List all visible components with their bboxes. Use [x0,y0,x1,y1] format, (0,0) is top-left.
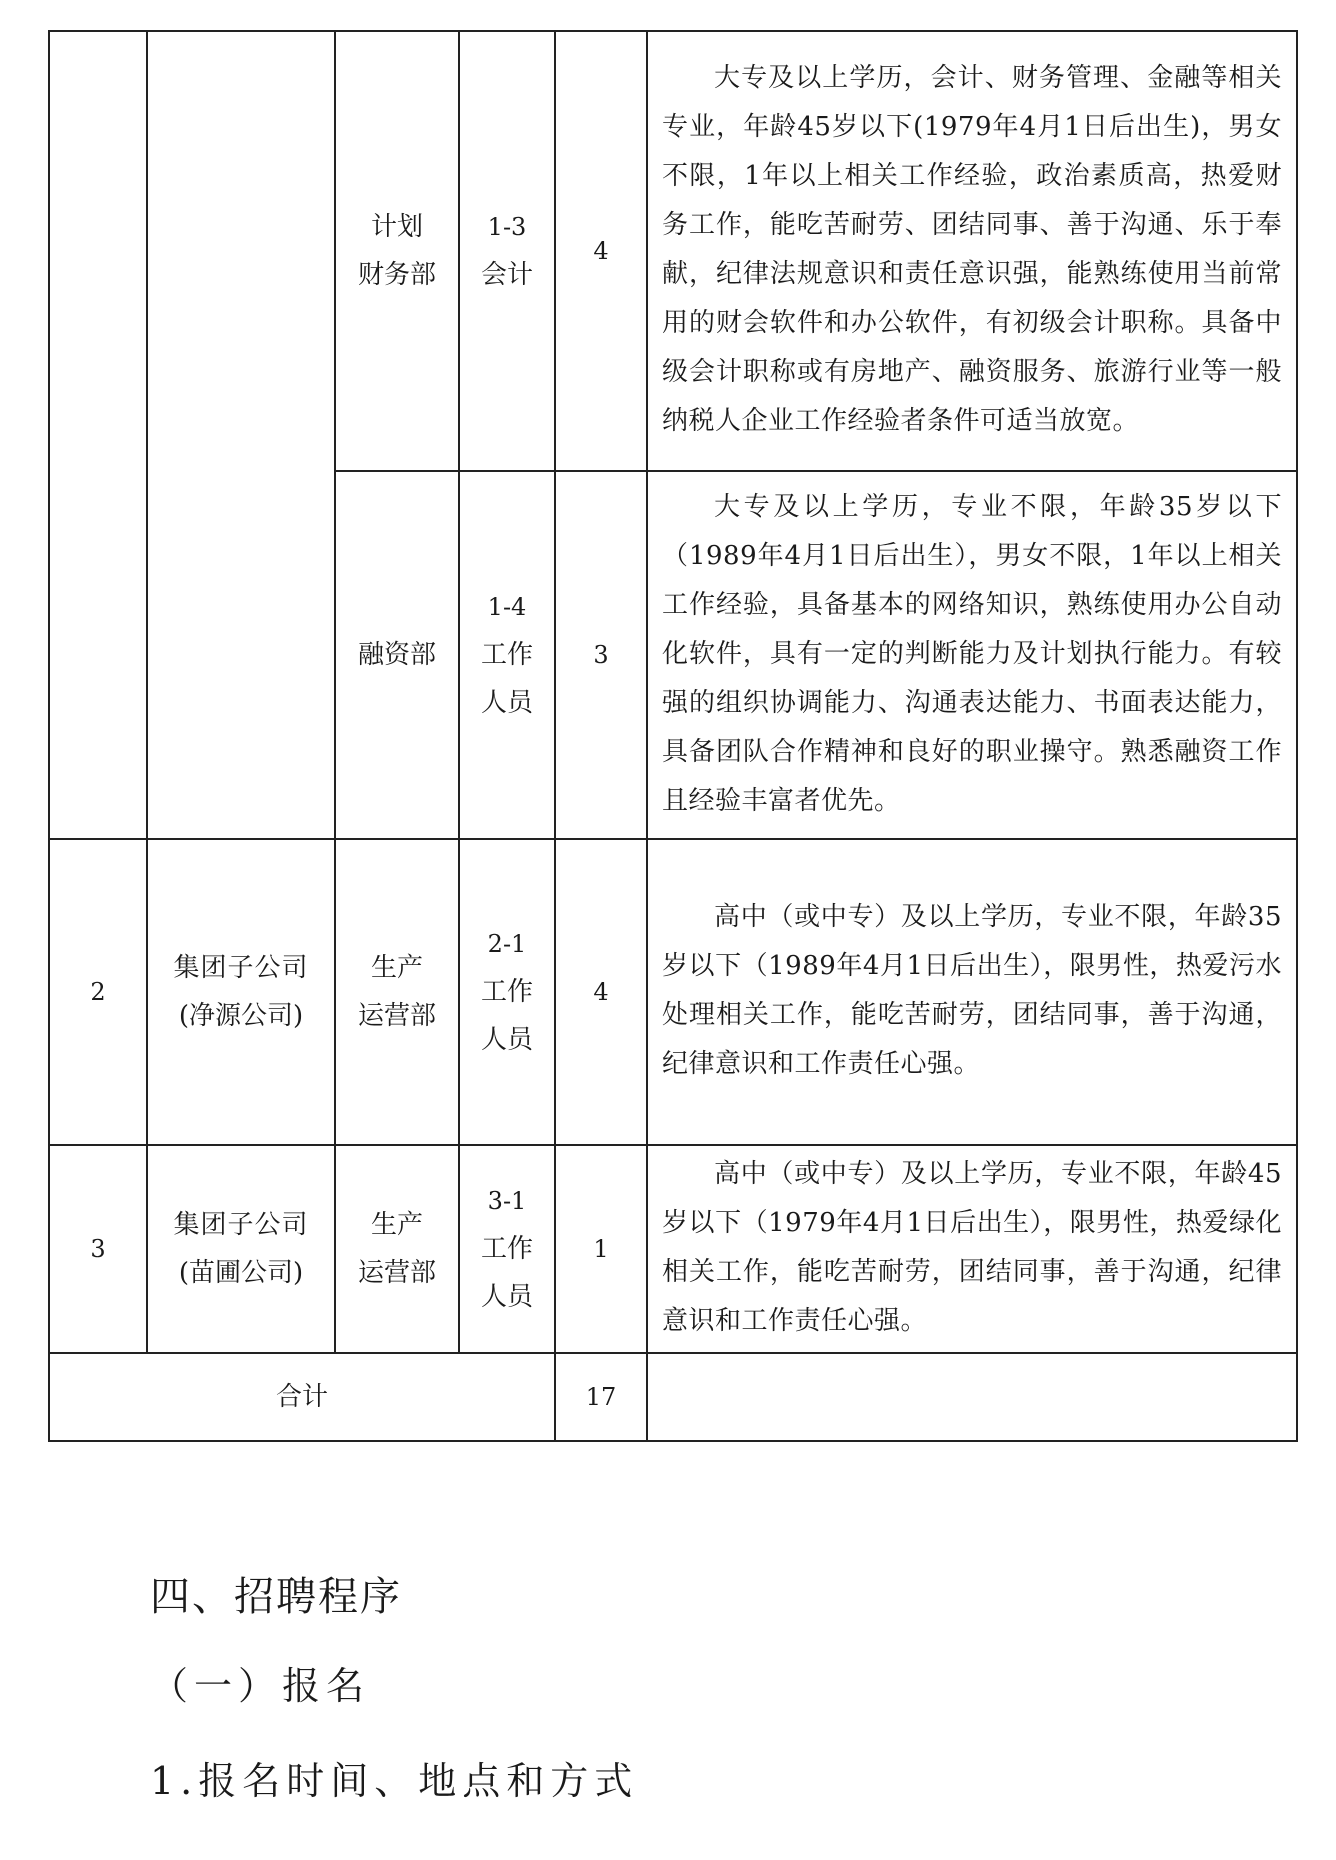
requirements-cell: 大专及以上学历，专业不限，年龄35岁以下（1989年4月1日后出生），男女不限，1年以上相关工作经验，具备基本的网络知识，熟练使用办公自动化软件，具有一定的判断能力及计划执行能力。有较强的组织协调能力、沟通表达能力、书面表达能力，具备团队合作精神和良好的职业操守。熟悉融资工作且经验丰富者优先。 [647,471,1297,839]
positions-table [48,30,1298,1442]
position-cell: 1-3 会计 [459,31,555,471]
count-cell: 4 [555,839,647,1145]
total-row [49,1353,1297,1441]
subsection-heading: （一）报名 [150,1664,371,1708]
seq-cell: 2 [49,839,147,1145]
department-cell: 生产 运营部 [335,1145,459,1353]
item-heading: 1.报名时间、地点和方式 [150,1759,639,1803]
requirements-cell: 大专及以上学历，会计、财务管理、金融等相关专业，年龄45岁以下(1979年4月1日后出生)，男女不限，1年以上相关工作经验，政治素质高，热爱财务工作，能吃苦耐劳、团结同事、善于沟通、乐于奉献，纪律法规意识和责任意识强，能熟练使用当前常用的财会软件和办公软件，有初级会计职称。具备中级会计职称或有房地产、融资服务、旅游行业等一般纳税人企业工作经验者条件可适当放宽。 [647,31,1297,471]
seq-cell [49,31,147,839]
count-cell: 4 [555,31,647,471]
position-cell: 2-1 工作 人员 [459,839,555,1145]
count-cell: 3 [555,471,647,839]
requirements-cell: 高中（或中专）及以上学历，专业不限，年龄35岁以下（1989年4月1日后出生），限男性，热爱污水处理相关工作，能吃苦耐劳，团结同事，善于沟通，纪律意识和工作责任心强。 [647,839,1297,1145]
table-row [49,839,1297,1145]
total-count: 17 [555,1353,647,1441]
total-label: 合计 [49,1353,555,1441]
department-cell: 计划 财务部 [335,31,459,471]
count-cell: 1 [555,1145,647,1353]
position-cell: 1-4 工作 人员 [459,471,555,839]
total-empty-cell [647,1353,1297,1441]
table-row [49,31,1297,471]
table-row [49,1145,1297,1353]
company-cell: 集团子公司 (苗圃公司) [147,1145,335,1353]
company-cell: 集团子公司 (净源公司) [147,839,335,1145]
section-heading: 四、招聘程序 [150,1574,402,1620]
company-cell [147,31,335,839]
position-cell: 3-1 工作 人员 [459,1145,555,1353]
requirements-cell: 高中（或中专）及以上学历，专业不限，年龄45岁以下（1979年4月1日后出生），限男性，热爱绿化相关工作，能吃苦耐劳，团结同事，善于沟通，纪律意识和工作责任心强。 [647,1145,1297,1353]
seq-cell: 3 [49,1145,147,1353]
department-cell: 融资部 [335,471,459,839]
department-cell: 生产 运营部 [335,839,459,1145]
